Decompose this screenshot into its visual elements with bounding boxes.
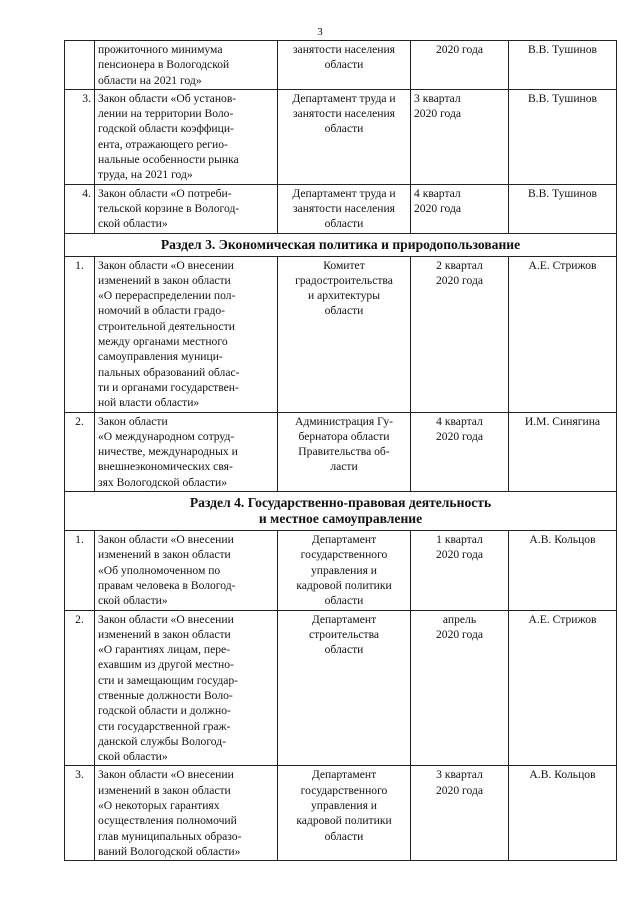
deadline: 4 квартал 2020 года <box>411 184 509 233</box>
responsible-person: В.В. Тушинов <box>509 41 617 90</box>
section-heading-row <box>65 233 617 256</box>
row-number: 1. <box>65 256 95 412</box>
executor: Комитет градостроительства и архитектуры области <box>278 256 411 412</box>
law-title: Закон области «О потреби- тельской корзине в Вологод- ской области» <box>95 184 278 233</box>
row-number: 2. <box>65 610 95 766</box>
responsible-person: А.В. Кольцов <box>509 766 617 861</box>
table-row <box>65 89 617 184</box>
section-heading-row <box>65 492 617 531</box>
table-row <box>65 412 617 491</box>
responsible-person: А.В. Кольцов <box>509 531 617 610</box>
section-heading: Раздел 3. Экономическая политика и природопользование <box>65 233 617 256</box>
responsible-person: В.В. Тушинов <box>509 89 617 184</box>
law-title: Закон области «О внесении изменений в закон области «Об уполномоченном по правам человека в Вологод- ской области» <box>95 531 278 610</box>
row-number <box>65 41 95 90</box>
row-number: 4. <box>65 184 95 233</box>
law-title: Закон области «О внесении изменений в закон области «О некоторых гарантиях осуществления полномочий глав муниципальных образо- ваний Вологодской области» <box>95 766 278 861</box>
page-number: 3 <box>317 26 323 38</box>
responsible-person: А.Е. Стрижов <box>509 256 617 412</box>
legislation-plan-table <box>64 40 617 861</box>
deadline: 3 квартал 2020 года <box>411 89 509 184</box>
law-title: Закон области «О внесении изменений в закон области «О перераспределении пол- номочий в области градо- строительной деятельности между органами местного самоуправления муници- пальных образований облас- ти и органами государствен- ной власти области» <box>95 256 278 412</box>
table-row <box>65 256 617 412</box>
row-number: 1. <box>65 531 95 610</box>
table-row <box>65 41 617 90</box>
executor: Департамент государственного управления и кадровой политики области <box>278 531 411 610</box>
deadline: 2020 года <box>411 41 509 90</box>
section-heading: Раздел 4. Государственно-правовая деятельность и местное самоуправление <box>65 492 617 531</box>
law-title: прожиточного минимума пенсионера в Вологодской области на 2021 год» <box>95 41 278 90</box>
executor: Департамент государственного управления и кадровой политики области <box>278 766 411 861</box>
deadline: 4 квартал 2020 года <box>411 412 509 491</box>
law-title: Закон области «О внесении изменений в закон области «О гарантиях лицам, пере- ехавшим из другой местно- сти и замещающим государ- ственные должности Воло- годской области и должно- сти государственной граж- данской службы Вологод- ской области» <box>95 610 278 766</box>
executor: занятости населения области <box>278 41 411 90</box>
responsible-person: А.Е. Стрижов <box>509 610 617 766</box>
responsible-person: В.В. Тушинов <box>509 184 617 233</box>
responsible-person: И.М. Синягина <box>509 412 617 491</box>
executor: Департамент труда и занятости населения области <box>278 184 411 233</box>
law-title: Закон области «О международном сотруд- ничестве, международных и внешнеэкономических свя- зях Вологодской области» <box>95 412 278 491</box>
executor: Департамент строительства области <box>278 610 411 766</box>
deadline: 1 квартал 2020 года <box>411 531 509 610</box>
deadline: 3 квартал 2020 года <box>411 766 509 861</box>
deadline: апрель 2020 года <box>411 610 509 766</box>
row-number: 3. <box>65 766 95 861</box>
executor: Департамент труда и занятости населения области <box>278 89 411 184</box>
table-row <box>65 531 617 610</box>
table-row <box>65 184 617 233</box>
deadline: 2 квартал 2020 года <box>411 256 509 412</box>
executor: Администрация Гу- бернатора области Правительства об- ласти <box>278 412 411 491</box>
law-title: Закон области «Об установ- лении на территории Воло- годской области коэффици- ента, отражающего регио- нальные особенности рынка труда, на 2021 год» <box>95 89 278 184</box>
row-number: 3. <box>65 89 95 184</box>
table-row <box>65 766 617 861</box>
table-row <box>65 610 617 766</box>
row-number: 2. <box>65 412 95 491</box>
